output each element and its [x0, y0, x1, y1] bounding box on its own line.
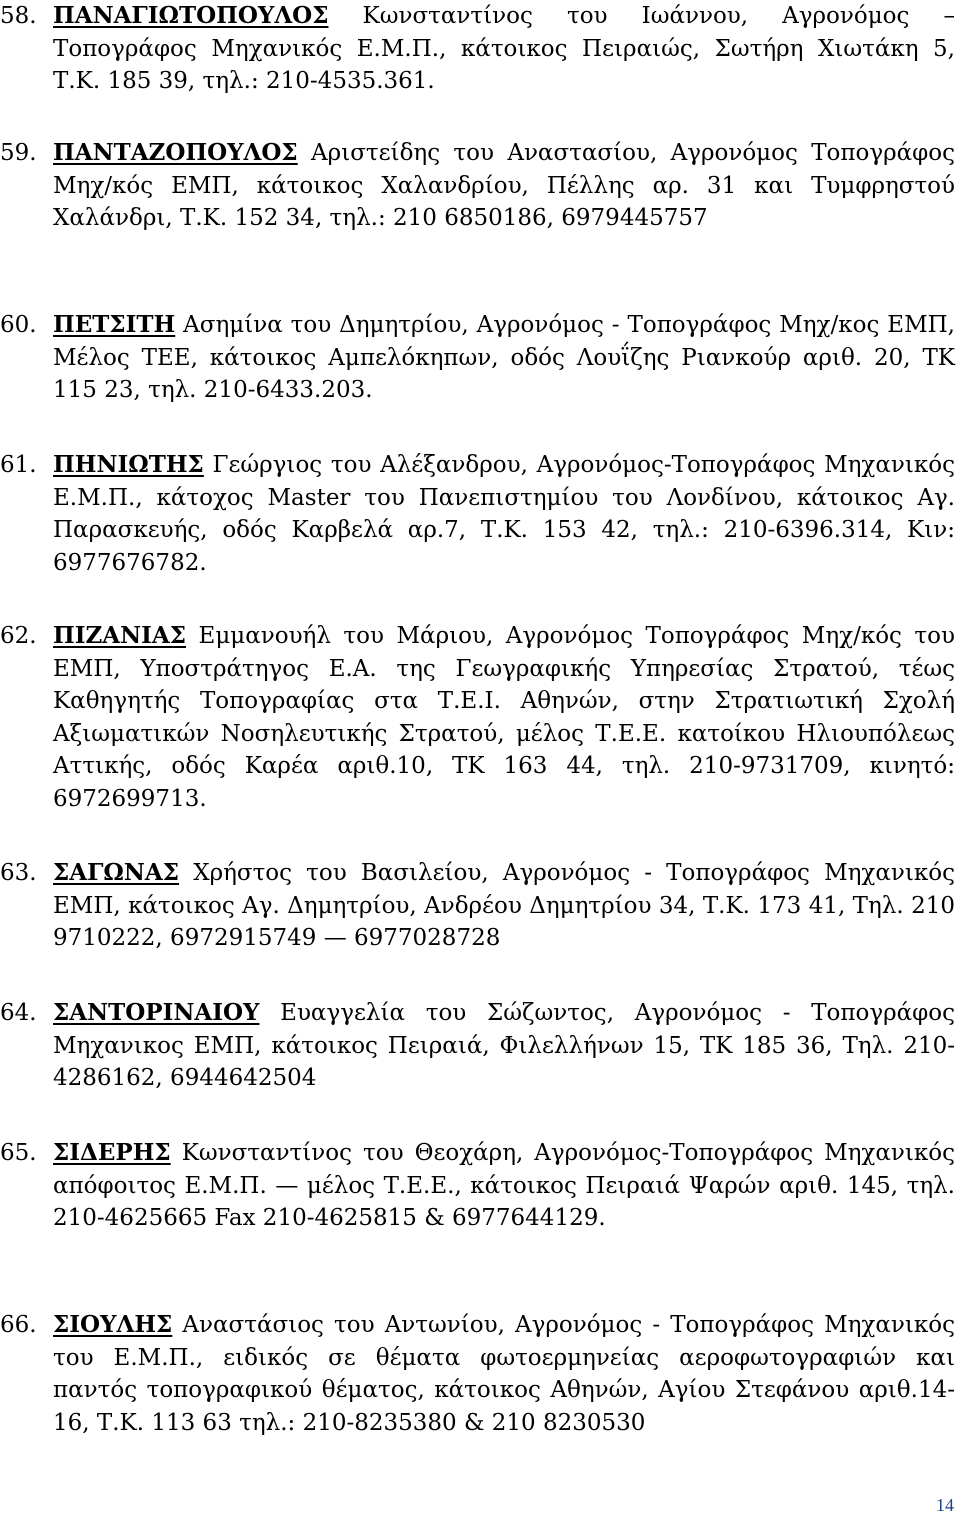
entry-surname: ΠΑΝΑΓΙΩΤΟΠΟΥΛΟΣ: [53, 2, 329, 29]
entry-body: [53, 620, 955, 816]
entry-number: 64.: [0, 1000, 37, 1026]
entry-number: 62.: [0, 623, 37, 649]
entry-body: [53, 309, 955, 407]
entry-body: [53, 1309, 955, 1439]
entry-number: 58.: [0, 3, 37, 29]
entry-body: [53, 137, 955, 235]
entry-surname: ΠΗΝΙΩΤΗΣ: [53, 451, 204, 478]
entry-text: Κωνσταντίνος του Θεοχάρη, Αγρονόμος-Τοπογράφος Μηχανικός απόφοιτος Ε.Μ.Π. — μέλος Τ.Ε.Ε., κάτοικος Πειραιά Ψαρών αριθ. 145, τηλ. 210-4625665 Fax 210-4625815 & 6977644129.: [53, 1140, 955, 1232]
entry-body: [53, 0, 955, 98]
entry-number: 63.: [0, 860, 37, 886]
entry-surname: ΣΑΓΩΝΑΣ: [53, 859, 180, 886]
entry-surname: ΠΑΝΤΑΖΟΠΟΥΛΟΣ: [53, 139, 298, 166]
entry-number: 59.: [0, 140, 37, 166]
entry-text: Κωνσταντίνος του Ιωάννου, Αγρονόμος – Τοπογράφος Μηχανικός Ε.Μ.Π., κάτοικος Πειραιώς, Σωτήρη Χιωτάκη 5, Τ.Κ. 185 39, τηλ.: 210-4535.361.: [53, 3, 955, 95]
entry-body: [53, 997, 955, 1095]
entry-text: Χρήστος του Βασιλείου, Αγρονόμος - Τοπογράφος Μηχανικός ΕΜΠ, κάτοικος Αγ. Δημητρίου, Ανδρέου Δημητρίου 34, Τ.Κ. 173 41, Τηλ. 210 9710222, 6972915749 — 6977028728: [53, 860, 955, 952]
entry-number: 60.: [0, 312, 37, 338]
entry-surname: ΣΑΝΤΟΡΙΝΑΙΟΥ: [53, 999, 260, 1026]
entry-text: Αναστάσιος του Αντωνίου, Αγρονόμος - Τοπογράφος Μηχανικός του Ε.Μ.Π., ειδικός σε θέματα φωτοερμηνείας αεροφωτογραφιών και παντός τοπογραφικού θέματος, κάτοικος Αθηνών, Αγίου Στεφάνου αριθ.14-16, Τ.Κ. 113 63 τηλ.: 210-8235380 & 210 8230530: [53, 1312, 955, 1436]
entry-surname: ΠΙΖΑΝΙΑΣ: [53, 622, 187, 649]
entry-body: [53, 857, 955, 955]
entry-number: 61.: [0, 452, 37, 478]
entry-surname: ΣΙΔΕΡΗΣ: [53, 1139, 171, 1166]
entry-body: [53, 1137, 955, 1235]
entry-text: Γεώργιος του Αλέξανδρου, Αγρονόμος-Τοπογράφος Μηχανικός Ε.Μ.Π., κάτοχος Master του Πανεπιστημίου του Λονδίνου, κάτοικος Αγ. Παρασκευής, οδός Καρβελά αρ.7, Τ.Κ. 153 42, τηλ.: 210-6396.314, Κιν: 6977676782.: [53, 452, 955, 576]
entry-text: Ασημίνα του Δημητρίου, Αγρονόμος - Τοπογράφος Μηχ/κος ΕΜΠ, Μέλος ΤΕΕ, κάτοικος Αμπελόκηπων, οδός Λουΐζης Ριανκούρ αριθ. 20, ΤΚ 115 23, τηλ. 210-6433.203.: [53, 312, 955, 404]
entry-number: 65.: [0, 1140, 37, 1166]
entry-text: Ευαγγελία του Σώζωντος, Αγρονόμος - Τοπογράφος Μηχανικος ΕΜΠ, κάτοικος Πειραιά, Φιλελλήνων 15, ΤΚ 185 36, Τηλ. 210-4286162, 6944642504: [53, 1000, 955, 1092]
entry-number: 66.: [0, 1312, 37, 1338]
entry-surname: ΣΙΟΥΛΗΣ: [53, 1311, 173, 1338]
page-number: 14: [936, 1495, 954, 1515]
entry-text: Εμμανουήλ του Μάριου, Αγρονόμος Τοπογράφος Μηχ/κός του ΕΜΠ, Υποστράτηγος Ε.Α. της Γεωγραφικής Υπηρεσίας Στρατού, τέως Καθηγητής Τοπογραφίας στα Τ.Ε.Ι. Αθηνών, στην Στρατιωτική Σχολή Αξιωματικών Νοσηλευτικής Στρατού, μέλος Τ.Ε.Ε. κατοίκου Ηλιουπόλεως Αττικής, οδός Καρέα αριθ.10, ΤΚ 163 44, τηλ. 210-9731709, κινητό: 6972699713.: [53, 623, 955, 812]
entry-surname: ΠΕΤΣΙΤΗ: [53, 311, 176, 338]
entry-text: Αριστείδης του Αναστασίου, Αγρονόμος Τοπογράφος Μηχ/κός ΕΜΠ, κάτοικος Χαλανδρίου, Πέλλης αρ. 31 και Τυμφρηστού Χαλάνδρι, Τ.Κ. 152 34, τηλ.: 210 6850186, 6979445757: [53, 140, 955, 232]
entry-body: [53, 449, 955, 579]
